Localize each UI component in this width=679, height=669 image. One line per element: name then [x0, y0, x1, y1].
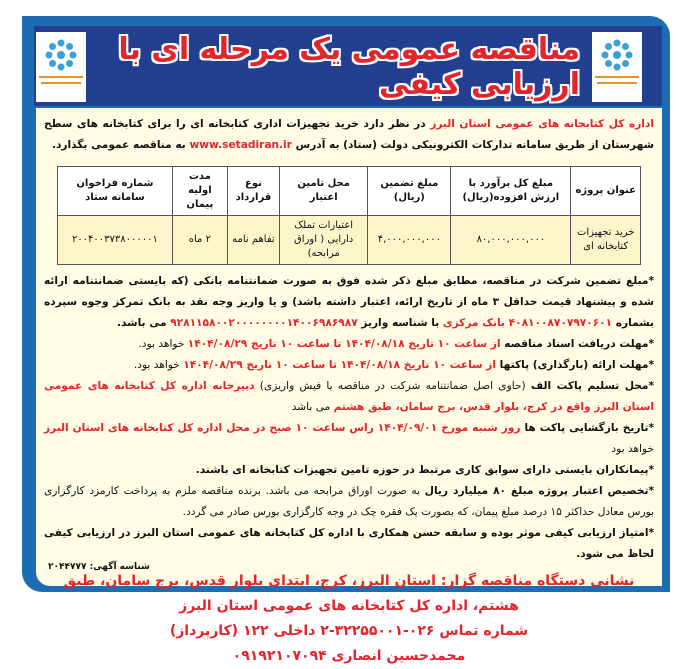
deadline: از ساعت ۱۰ تاریخ ۱۴۰۴/۰۸/۱۸ تا ساعت ۱۰ تاریخ ۱۴۰۴/۰۸/۲۹ — [183, 359, 496, 371]
footer-address: نشانی دستگاه مناقصه گزار: استان البرز، کرج، ابتدای بلوار قدس، برج سامان، طبق هشتم، اداره کل کتابخانه های عمومی استان البرز — [63, 573, 635, 614]
table-cell: تفاهم نامه — [227, 216, 279, 265]
bullet-text: خواهد بود — [611, 443, 654, 455]
table-cell: ۴,۰۰۰,۰۰۰,۰۰۰ — [368, 216, 451, 265]
table-row — [58, 216, 641, 265]
bullet-text: *مهلت دریافت اسناد مناقصه — [500, 338, 654, 350]
bullet-contractors: *پیمانکاران بایستی دارای سوابق کاری مرتبط در حوزه تامین تجهیزات کتابخانه ای باشند. — [195, 464, 654, 476]
intro-text: در نظر دارد خرید تجهیزات اداری کتابخانه ای را برای کتابخانه های سطح شهرستان از طریق سامانه تدارکات الکترونیکی دولت (ستاد) به آدرس — [44, 118, 654, 151]
footer-contact: محمدحسین انصاری ۰۹۱۹۲۱۰۷۰۹۴ — [232, 648, 466, 664]
bullet-text: می باشد. — [117, 317, 171, 329]
bullet-text: *تخصیص اعتبار پروژه مبلغ ۸۰ میلیارد ریال — [424, 485, 654, 497]
bullet-text: به صورت اوراق مرابحه می باشد. برنده مناقصه ملزم به پرداخت کارمزد کارگزاری بورس معادل حداکثر ۱۵ درصد مبلغ پیمان، که بصورت یک فقره چک در وجه کارگزاری بورس صادر می گردد. — [44, 485, 654, 518]
opening-date: روز شنبه مورخ ۱۴۰۴/۰۹/۰۱ راس ساعت ۱۰ صبح در محل اداره کل کتابخانه های استان البرز — [44, 422, 521, 434]
library-logo-icon — [44, 38, 78, 72]
col-header: مدت اولیه پیمان — [172, 167, 227, 216]
bullet-text: *مبلغ تضمین شرکت در مناقصه، مطابق مبلغ ذکر شده فوق به صورت ضمانتنامه بانکی (که بایستی ضمانتنامه ارائه شده و پیشنهاد قیمت حداقل ۳ ماه از تاریخ ارائه، اعتبار داشته باشد) و یا واریز وجه نقد به بانک تمرکز وجوه سپرده بشماره — [44, 275, 654, 329]
bullet-text: (حاوی اصل ضمانتنامه شرکت در مناقصه یا فیش واریزی) — [254, 380, 531, 392]
page-title: مناقصه عمومی یک مرحله ای با ارزیابی کیفی — [118, 32, 580, 102]
intro-org: اداره کل کتابخانه های عمومی استان البرز — [430, 118, 654, 130]
table-cell: اعتبارات تملک دارایی ( اوراق مرابحه) — [279, 216, 367, 265]
table-cell: ۲۰۰۴۰۰۳۷۳۸۰۰۰۰۰۱ — [58, 216, 173, 265]
ad-id: شناسه آگهی: ۲۰۴۴۷۷۷ — [48, 562, 150, 572]
deposit-id: ۹۲۸۱۱۵۸۰۰۲۰۰۰۰۰۰۰۰۱۴۰۰۶۹۸۶۹۸۷ — [170, 317, 358, 329]
table-cell: ۸۰,۰۰۰,۰۰۰,۰۰۰ — [451, 216, 571, 265]
table-cell: ۲ ماه — [172, 216, 227, 265]
col-header: مبلغ تضمین (ریال) — [368, 167, 451, 216]
location: دبیرخانه اداره کل کتابخانه های عمومی استان البرز واقع در کرج، بلوار قدس، برج سامان، طبق هشتم — [44, 380, 654, 413]
bullet-text: می باشد — [291, 401, 334, 413]
bullet-delivery-location — [44, 376, 654, 418]
account-number: ۴۰۸۱۰۰۸۷۰۷۹۷۰۶۰۱ بانک مرکزی — [442, 317, 613, 329]
library-logo-right — [592, 32, 642, 102]
library-logo-icon — [600, 38, 634, 72]
intro-paragraph — [44, 114, 654, 156]
col-header: نوع قرارداد — [227, 167, 279, 216]
col-header: محل تامین اعتبار — [279, 167, 367, 216]
library-logo-left — [36, 32, 86, 102]
bullet-text: *مهلت ارائه (بارگذاری) پاکتها — [495, 359, 654, 371]
tender-table — [57, 166, 641, 265]
table-header-row — [58, 167, 641, 216]
bullet-document-deadline — [44, 334, 654, 355]
col-header: عنوان پروژه — [571, 167, 641, 216]
intro-text-end: به مناقصه عمومی بگذارد. — [51, 139, 190, 151]
bullet-quality: *امتیاز ارزیابی کیفی موثر بوده و سابقه حسن همکاری با اداره کل کتابخانه های عمومی استان البرز در ارزیابی کیفی لحاظ می شود. — [44, 527, 654, 560]
bullet-text: *محل تسلیم پاکت الف — [530, 380, 655, 392]
ad-body — [36, 108, 662, 664]
bullet-submission-deadline — [44, 355, 654, 376]
bullet-budget — [44, 481, 654, 523]
bullet-guarantee — [44, 271, 654, 334]
col-header: شماره فراخوان سامانه ستاد — [58, 167, 173, 216]
bullet-opening-date — [44, 418, 654, 460]
setad-link[interactable]: www.setadiran.ir — [189, 139, 292, 151]
deadline: از ساعت ۱۰ تاریخ ۱۴۰۴/۰۸/۱۸ تا ساعت ۱۰ تاریخ ۱۴۰۴/۰۸/۲۹ — [187, 338, 501, 350]
bullet-text: با شناسه واریز — [357, 317, 443, 329]
bullet-text: خواهد بود. — [133, 359, 184, 371]
col-header: مبلغ کل برآورد با ارزش افزوده(ریال) — [451, 167, 571, 216]
table-cell: خرید تجهیزات کتابخانه ای — [571, 216, 641, 265]
bullet-text: *تاریخ بازگشایی پاکت ها — [520, 422, 654, 434]
footer-phone: شماره تماس ۰۲۶-۳۲۲۵۵۰۰۱-۲ داخلی ۱۲۲ (کارپرداز) — [169, 623, 529, 639]
bullet-text: خواهد بود. — [138, 338, 188, 350]
